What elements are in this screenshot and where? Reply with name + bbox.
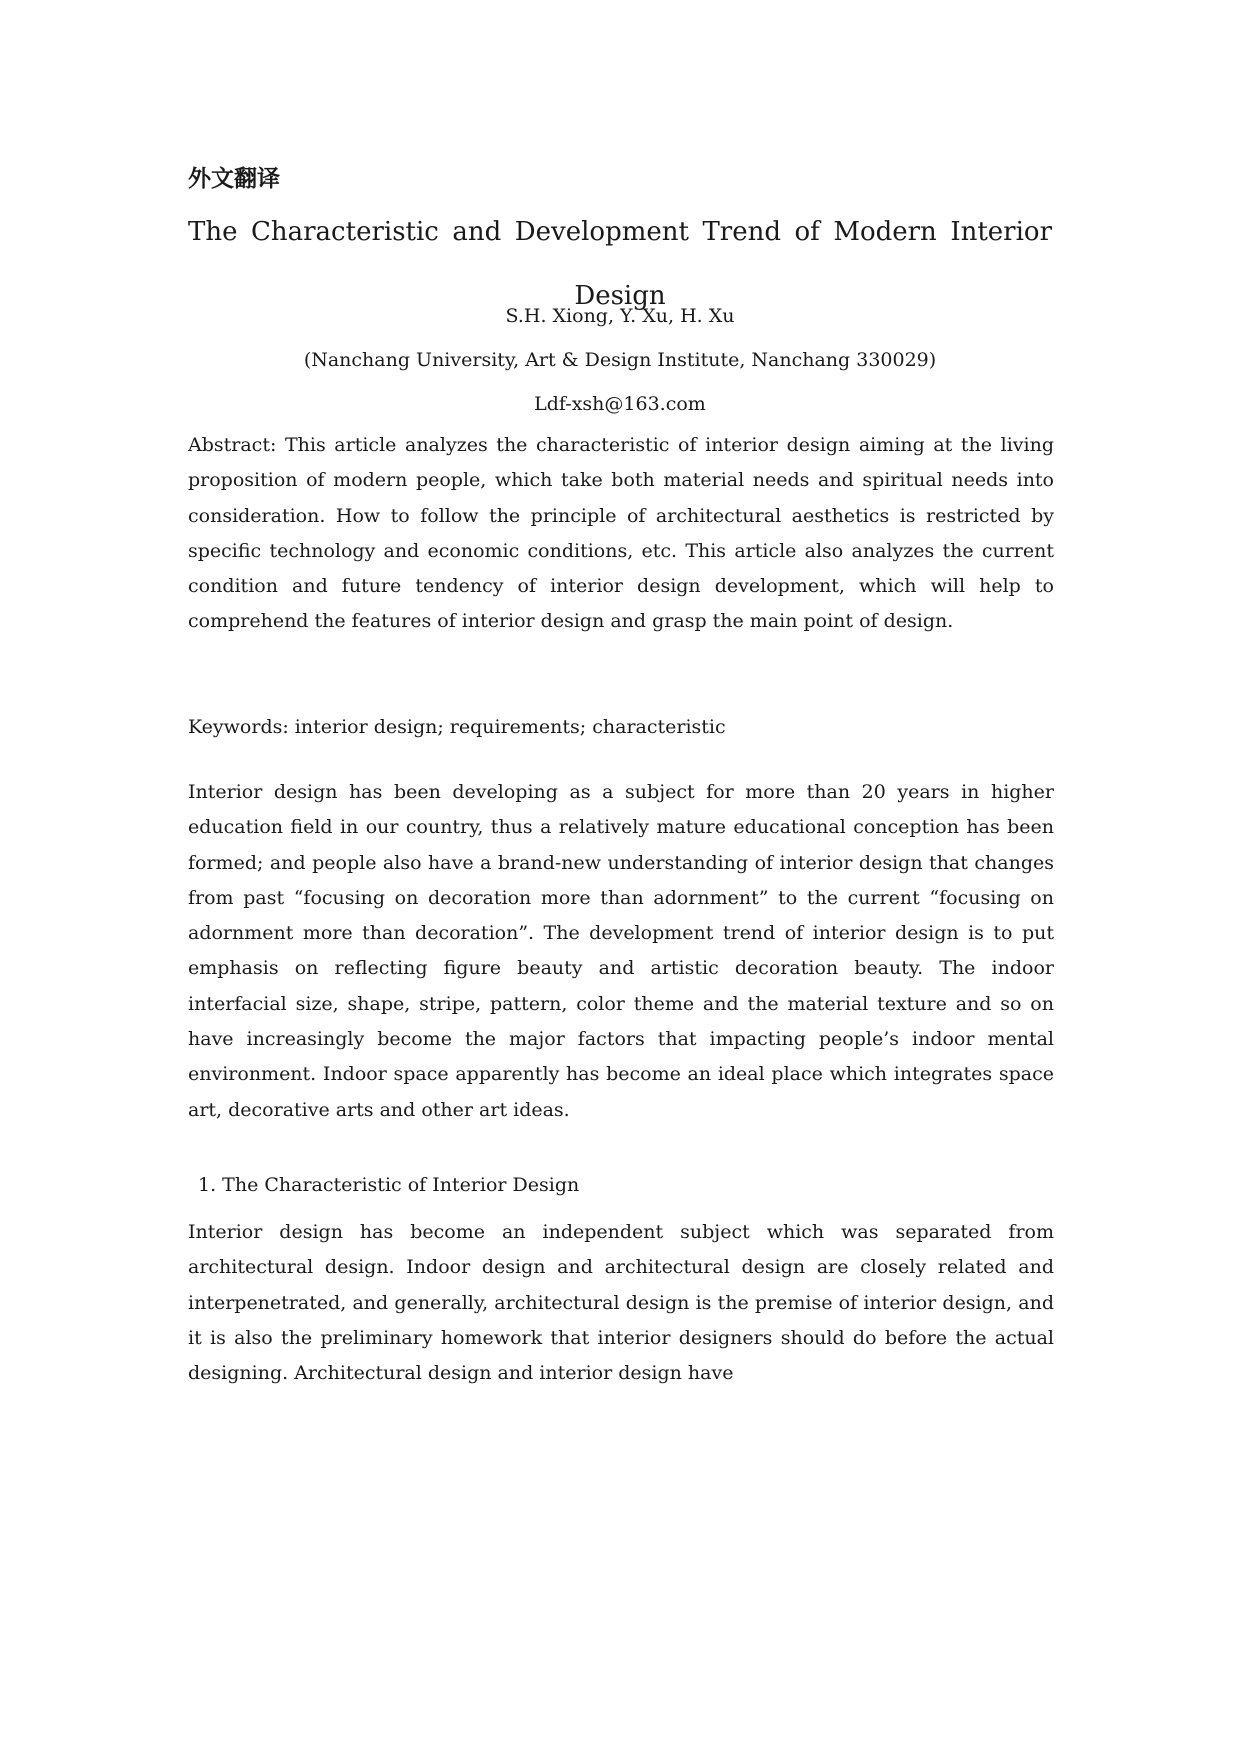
intro-paragraph: Interior design has been developing as a subject for more than 20 years in higher education field in our country, thus a relatively mature educational conception has been formed; and people also have a brand-new understanding of interior design that changes from past “focusing on decoration more than adornment” to the current “focusing on adornment more than decoration”. The development trend of interior design is to put emphasis on reflecting figure beauty and artistic decoration beauty. The indoor interfacial size, shape, stripe, pattern, color theme and the material texture and so on have increasingly become the major factors that impacting people’s indoor mental environment. Indoor space apparently has become an ideal place which integrates space art, decorative arts and other art ideas.	[188, 781, 1054, 1121]
keywords: Keywords: interior design; requirements; characteristic	[188, 716, 726, 738]
section-label-foreign-translation: 外文翻译	[188, 166, 280, 192]
authors: S.H. Xiong, Y. Xu, H. Xu	[505, 305, 735, 327]
paper-title-line-2: Design	[574, 281, 666, 311]
affiliation: (Nanchang University, Art & Design Institute, Nanchang 330029)	[303, 349, 937, 371]
email: Ldf-xsh@163.com	[534, 393, 706, 415]
abstract-paragraph: Abstract: This article analyzes the characteristic of interior design aiming at the living proposition of modern people, which take both material needs and spiritual needs into consideration. How to follow the principle of architectural aesthetics is restricted by specific technology and economic conditions, etc. This article also analyzes the current condition and future tendency of interior design development, which will help to comprehend the features of interior design and grasp the main point of design.	[188, 434, 1054, 633]
paper-title-line-1: The Characteristic and Development Trend of Modern Interior	[188, 217, 1052, 247]
section-1-paragraph: Interior design has become an independent subject which was separated from architectural design. Indoor design and architectural design are closely related and interpenetrated, and generally, architectural design is the premise of interior design, and it is also the preliminary homework that interior designers should do before the actual designing. Architectural design and interior design have	[188, 1221, 1054, 1385]
section-1-heading: 1. The Characteristic of Interior Design	[198, 1174, 580, 1196]
